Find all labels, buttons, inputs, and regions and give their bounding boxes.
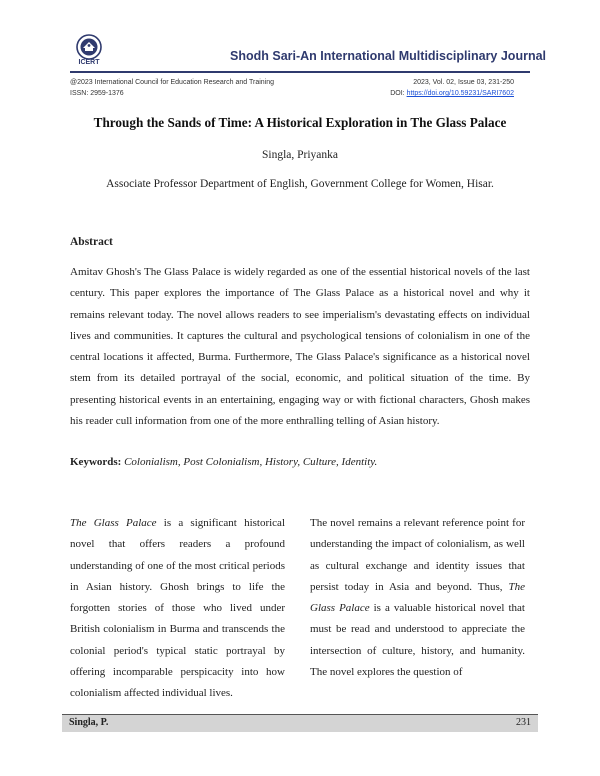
journal-logo <box>70 33 108 67</box>
body-column-right <box>310 513 525 683</box>
journal-title: Shodh Sari-An International Multidisciplinary Journal <box>230 49 547 63</box>
body-text: is a valuable historical novel that must be read and understood to appreciate the intersection of culture, history, and humanity. The novel explores the question of <box>310 602 525 679</box>
keywords-label: Keywords: <box>70 456 122 468</box>
abstract-body: Amitav Ghosh's The Glass Palace is widely regarded as one of the essential historical novels of the last century. This paper explores the importance of The Glass Palace as a historical novel and why it remains relevant today. The novel allows readers to see imperialism's devastating effects on individual lives and communities. It captures the cultural and psychological tensions of colonialism in one of the central locations it affected, Burma. Furthermore, The Glass Palace's significance as a historical novel stem from its detailed portrayal of the social, economic, and political situation of the time. By presenting historical events in an entertaining, engaging way or with fictional characters, Ghosh makes his reader cull information from one of the more enthralling telling of Asian history. <box>70 266 530 428</box>
issn: ISSN: 2959-1376 <box>70 90 124 97</box>
logo-text: ICERT <box>78 59 100 66</box>
doi-link[interactable]: https://doi.org/10.59231/SARI7602 <box>406 90 514 97</box>
page-footer <box>62 714 538 732</box>
affiliation: Associate Professor Department of English, Government College for Women, Hisar. <box>106 178 494 190</box>
body-text: The novel remains a relevant reference point for understanding the impact of colonialism, as well as cultural exchange and identity issues that persist today in Asia and beyond. Thus, <box>310 517 525 593</box>
doi-label: DOI: <box>390 90 407 97</box>
body-column-left <box>70 513 285 705</box>
paper-title: Through the Sands of Time: A Historical Exploration in The Glass Palace <box>93 115 507 130</box>
footer-author: Singla, P. <box>69 717 109 728</box>
volume-pages: 2023, Vol. 02, Issue 03, 231-250 <box>413 79 514 86</box>
page-number: 231 <box>516 717 531 728</box>
keywords <box>70 456 530 468</box>
header-divider <box>70 71 530 73</box>
book-title-italic: The Glass Palace <box>70 517 157 529</box>
doi <box>390 90 514 97</box>
abstract-heading: Abstract <box>70 236 113 248</box>
body-text: is a significant historical novel that offers readers a profound understanding of one of the most critical periods in Asian history. Ghosh brings to life the forgotten stories of those who lived under British colonialism in Burma and transcends the colonial period's typical static portrayal by offering incomparable perspicacity into how colonialism affected individual lives. <box>70 517 285 700</box>
keywords-list: Colonialism, Post Colonialism, History, Culture, Identity. <box>124 456 378 468</box>
authors: Singla, Priyanka <box>261 149 339 161</box>
book-title-italic: The Glass Palace <box>310 580 525 615</box>
copyright-notice: @2023 International Council for Education Research and Training <box>70 79 275 86</box>
